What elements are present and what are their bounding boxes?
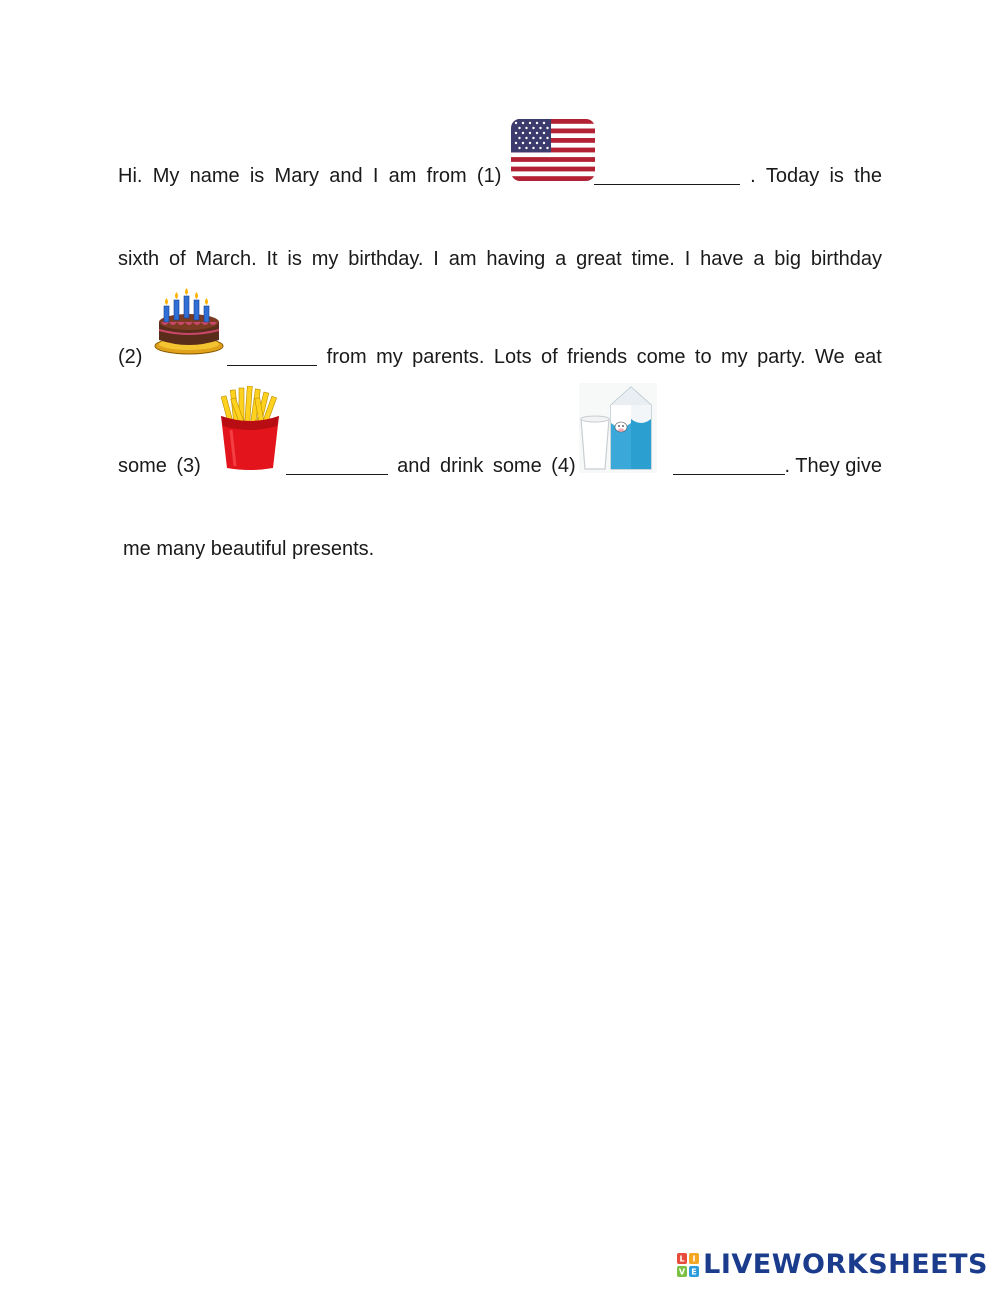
french-fries-image (217, 386, 283, 470)
word: Hi. (118, 165, 143, 187)
usa-flag-image (511, 119, 595, 181)
word: Lots (493, 346, 532, 368)
word: and (329, 165, 363, 187)
word: Mary (274, 165, 319, 187)
question-number-2: (2) (118, 346, 143, 368)
liveworksheets-logo-icon (677, 1253, 699, 1277)
svg-text:V: V (679, 1267, 686, 1276)
sentence-text: me many beautiful presents. (123, 538, 375, 560)
word: some (118, 455, 167, 477)
word: We (815, 346, 845, 368)
word: my (376, 346, 403, 368)
word: to (694, 346, 712, 368)
word: some (492, 455, 542, 477)
word: come (636, 346, 686, 368)
word: the (854, 165, 882, 187)
answer-blank-4[interactable] (673, 456, 785, 475)
word: Today (765, 165, 820, 187)
question-number-3: (3) (176, 455, 201, 477)
svg-text:L: L (679, 1254, 685, 1263)
blank-with-text (673, 454, 882, 478)
word: my (720, 346, 748, 368)
sentence-line-1 (118, 164, 882, 188)
birthday-cake-image (153, 286, 225, 356)
answer-blank-3[interactable] (286, 456, 388, 475)
answer-blank-2[interactable] (227, 347, 317, 366)
sentence-text: . They give (784, 455, 882, 477)
sentence-text: sixth of March. It is my birthday. I am having a great time. I have a big birthday (118, 248, 882, 270)
word: from (426, 165, 467, 187)
question-number-4: (4) (551, 455, 576, 477)
word: . (750, 165, 756, 187)
word: I (372, 165, 379, 187)
word: party. (757, 346, 806, 368)
svg-text:I: I (692, 1254, 696, 1263)
word: name (189, 165, 240, 187)
word: My (152, 165, 180, 187)
word: friends (567, 346, 628, 368)
word: drink (440, 455, 484, 477)
word: am (388, 165, 417, 187)
answer-blank-1[interactable] (594, 166, 740, 185)
svg-text:E: E (691, 1267, 697, 1276)
sentence-line-3 (118, 345, 882, 369)
word: parents. (412, 346, 485, 368)
sentence-line-2 (118, 247, 882, 271)
question-number-1: (1) (476, 165, 502, 187)
sentence-line-5 (123, 537, 887, 561)
liveworksheets-logo (677, 1249, 988, 1280)
milk-glass-carton-image (579, 383, 657, 473)
word: eat (854, 346, 882, 368)
brand-name[interactable]: LIVEWORKSHEETS (703, 1249, 988, 1280)
word: of (541, 346, 558, 368)
word: is (249, 165, 265, 187)
word: is (829, 165, 844, 187)
word: from (326, 346, 367, 368)
word: and (397, 455, 431, 477)
